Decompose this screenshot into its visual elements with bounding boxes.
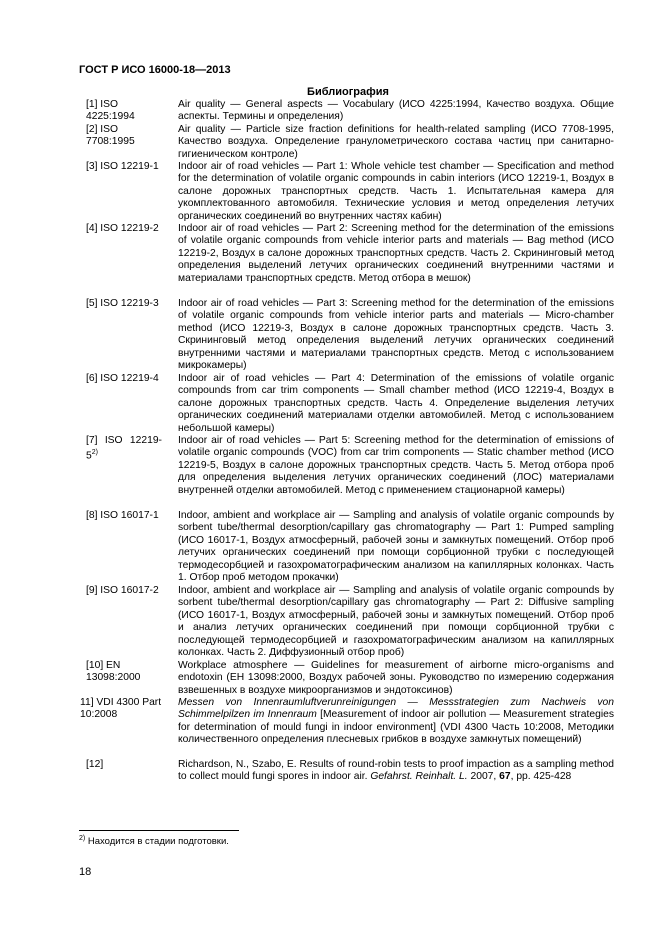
reference-text: Indoor air of road vehicles — Part 1: Whole vehicle test chamber — Specification and method for the determination of volatile organic compounds in cabin interiors (ИСО 12219-1, Воздух в салоне дорожных транспортных средств. Часть 1. Испытательная камера для укомплектованного автомобиля. Технические условия и метод определения летучих органических соединений во внутренних частях кабин) (178, 161, 614, 222)
page-number: 18 (79, 866, 92, 878)
reference-id: [1] ISO 4225:1994 (86, 99, 135, 123)
reference-item (86, 585, 614, 660)
reference-text: Air quality — General aspects — Vocabulary (ИСО 4225:1994, Качество воздуха. Общие аспекты. Термины и определения) (178, 99, 614, 123)
reference-item (86, 99, 614, 124)
reference-item (86, 223, 614, 298)
reference-text-rest: [Measurement of indoor air pollution — Measurement strategies for determination of mould fungi in indoor environment] (VDI 4300 Часть 10:2008, Методики количественного определения плесневых грибков в воздухе замкнутых помещений) (178, 709, 614, 746)
reference-text-part: , pp. 425-428 (510, 771, 572, 783)
reference-item (86, 435, 614, 510)
reference-id: [10] EN 13098:2000 (86, 660, 141, 684)
reference-title-italic: Messen von Innenraumluftverunreinigungen — Messstrategien zum Nachweis von Schimmelpilzen im Innenraum (178, 697, 614, 721)
reference-text: Indoor air of road vehicles — Part 5: Screening method for the determination of emissions of volatile organic compounds (VOC) from car trim components — Static chamber method (ИСО 12219-5, Воздух в салоне дорожных транспортных средств. Часть 5. Метод отбора проб для определения выделения летучих органических соединений (ЛОС) материалами внутренней отделки автомобилей. Метод с применением стационарной камеры) (178, 435, 614, 496)
reference-id: [8] ISO 16017-1 (86, 510, 159, 521)
reference-item (86, 161, 614, 223)
reference-id: [5] ISO 12219-3 (86, 298, 159, 309)
reference-text (178, 697, 614, 759)
reference-text: Indoor, ambient and workplace air — Sampling and analysis of volatile organic compounds by sorbent tube/thermal desorption/capillary gas chromatography — Part 2: Diffusive sampling (ИСО 16017-1, Воздух атмосферный, рабочей зоны и замкнутых помещений. Отбор проб и анализ летучих органических соединений при помощи сорбционной трубки с последующей термодесорбцией и газохроматографическим анализом на капиллярных колонках. Часть 2. Диффузионный отбор проб) (178, 585, 614, 659)
reference-text: Workplace atmosphere — Guidelines for measurement of airborne micro-organisms and endotoxin (ЕН 13098:2000, Воздух рабочей зоны. Руководство по измерению содержания взвешенных в воздухе микроорганизмов и эндотоксинов) (178, 660, 614, 696)
reference-text-part: 2007, (467, 771, 500, 783)
reference-id (86, 435, 178, 510)
footnote (79, 835, 229, 847)
footnote-text: Находится в стадии подготовки. (85, 836, 229, 848)
footnote-divider (79, 830, 239, 831)
reference-id: [4] ISO 12219-2 (86, 223, 159, 234)
bibliography-list (80, 99, 614, 796)
reference-text: Indoor air of road vehicles — Part 3: Screening method for the determination of the emissions of volatile organic compounds from vehicle interior parts and materials — Micro-chamber method (ИСО 12219-3, Воздух в салоне дорожных транспортных средств. Часть 3. Скрининговый метод определения выделений летучих органических соединений внутренними частями и материалами транспортных средств. Метод с использованием микрокамеры) (178, 298, 614, 372)
reference-id: [9] ISO 16017-2 (86, 585, 159, 596)
reference-id: [12] (86, 759, 104, 770)
reference-id: 11] VDI 4300 Part 10:2008 (80, 697, 162, 721)
reference-item (86, 373, 614, 435)
bibliography-title: Библиография (307, 86, 389, 98)
reference-id: [2] ISO 7708:1995 (86, 124, 135, 148)
reference-item (86, 298, 614, 373)
reference-text-part: Richardson, N., Szabo, E. Results of round-robin tests to proof impaction as a sampling method to collect mould fungi spores in indoor air. (178, 759, 614, 783)
reference-id: [3] ISO 12219-1 (86, 161, 159, 172)
reference-text: Indoor, ambient and workplace air — Sampling and analysis of volatile organic compounds by sorbent tube/thermal desorption/capillary gas chromatography — Part 1: Pumped sampling (ИСО 16017-1, Воздух атмосферный, рабочей зоны и замкнутых помещений. Отбор проб летучих органических соединений при помощи сорбционной трубки с последующей термодесорбцией и газохроматографическим анализом на капиллярных колонках. Часть 1. Отбор проб методом прокачки) (178, 510, 614, 584)
reference-id-text: [7] ISO 12219-5 (86, 435, 162, 462)
footnote-marker: 2) (79, 835, 86, 842)
reference-text: Air quality — Particle size fraction definitions for health-related sampling (ИСО 7708-1995, Качество воздуха. Определение гранулометрического состава частиц при санитарно-гигиеническом контроле) (178, 124, 614, 160)
reference-item (86, 759, 614, 796)
reference-text: Indoor air of road vehicles — Part 2: Screening method for the determination of the emissions of volatile organic compounds from vehicle interior parts and materials — Bag method (ИСО 12219-2, Воздух в салоне дорожных транспортных средств. Часть 2. Скрининговый метод определения выделений летучих органических соединений внутренними частями и материалами транспортных средств. Метод отбора в мешок) (178, 223, 614, 284)
journal-name: Gefahrst. Reinhalt. L. (370, 771, 468, 783)
reference-text (178, 759, 614, 796)
document-code-header: ГОСТ Р ИСО 16000-18—2013 (79, 64, 231, 76)
reference-item (80, 697, 614, 759)
reference-item (86, 124, 614, 161)
reference-text: Indoor air of road vehicles — Part 4: Determination of the emissions of volatile organic compounds from car trim components — Small chamber method (ИСО 12219-4, Воздух в салоне дорожных транспортных средств. Часть 4. Определение выделения летучих органических соединений материалами отделки автомобилей. Метод с использованием небольшой камеры) (178, 373, 614, 434)
reference-item (86, 660, 614, 697)
reference-item (86, 510, 614, 585)
footnote-marker: 2) (91, 449, 98, 457)
journal-volume: 67 (499, 771, 511, 783)
reference-id: [6] ISO 12219-4 (86, 373, 159, 384)
